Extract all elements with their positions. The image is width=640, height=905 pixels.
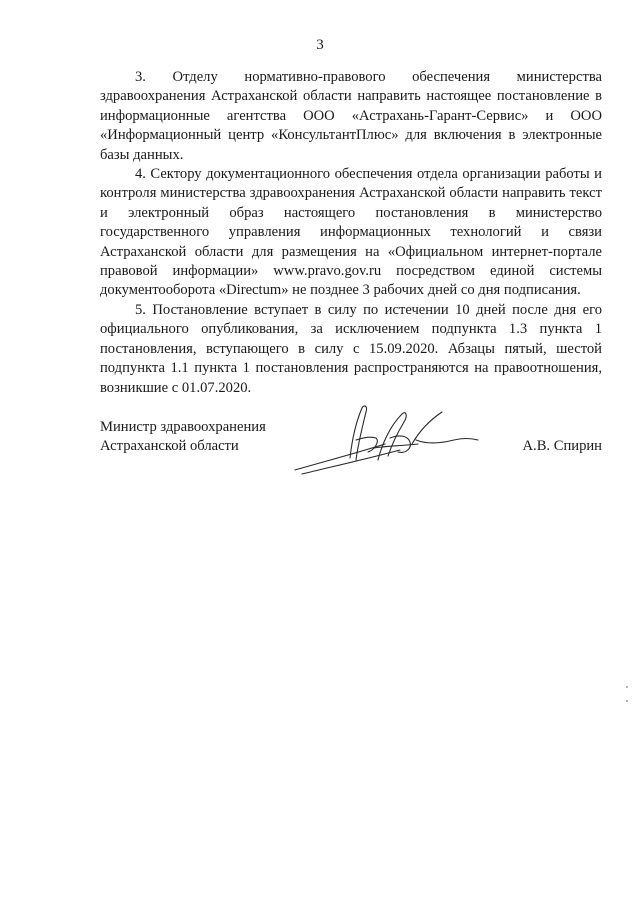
page-number: 3 xyxy=(316,37,324,53)
signer-name: А.В. Спирин xyxy=(522,438,602,454)
handwritten-signature xyxy=(290,400,490,480)
signer-title-line-2: Астраханской области xyxy=(100,438,239,454)
paragraph-5: 5. Постановление вступает в силу по истечении 10 дней после дня его официального опубликования, за исключением подпункта 1.3 пункта 1 постановления, вступающего в силу с 15.09.2020. Абзацы пятый, шестой подпункта 1.1 пункта 1 постановления распространяются на правоотношения, возникшие с 01.07.2020. xyxy=(100,301,602,396)
signer-title-line-1: Министр здравоохранения xyxy=(100,419,266,435)
paragraph-3: 3. Отделу нормативно-правового обеспечения министерства здравоохранения Астраханской области направить настоящее постановление в информационные агентства ООО «Астрахань-Гарант-Сервис» и ООО «Информационный центр «КонсультантПлюс» для включения в электронные базы данных. xyxy=(100,69,602,163)
paragraph-4: 4. Сектору документационного обеспечения отдела организации работы и контроля министерства здравоохранения Астраханской области направить текст и электронный образ настоящего постановления в министерство государственного управления информационных технологий и связи Астраханской области для размещения на «Официальном интернет-портале правовой информации» www.pravo.gov.ru посредством единой системы документооборота «Directum» не позднее 3 рабочих дней со дня подписания. xyxy=(100,166,602,299)
scan-speck xyxy=(626,700,628,702)
scan-speck xyxy=(626,686,628,688)
document-body xyxy=(100,68,602,398)
